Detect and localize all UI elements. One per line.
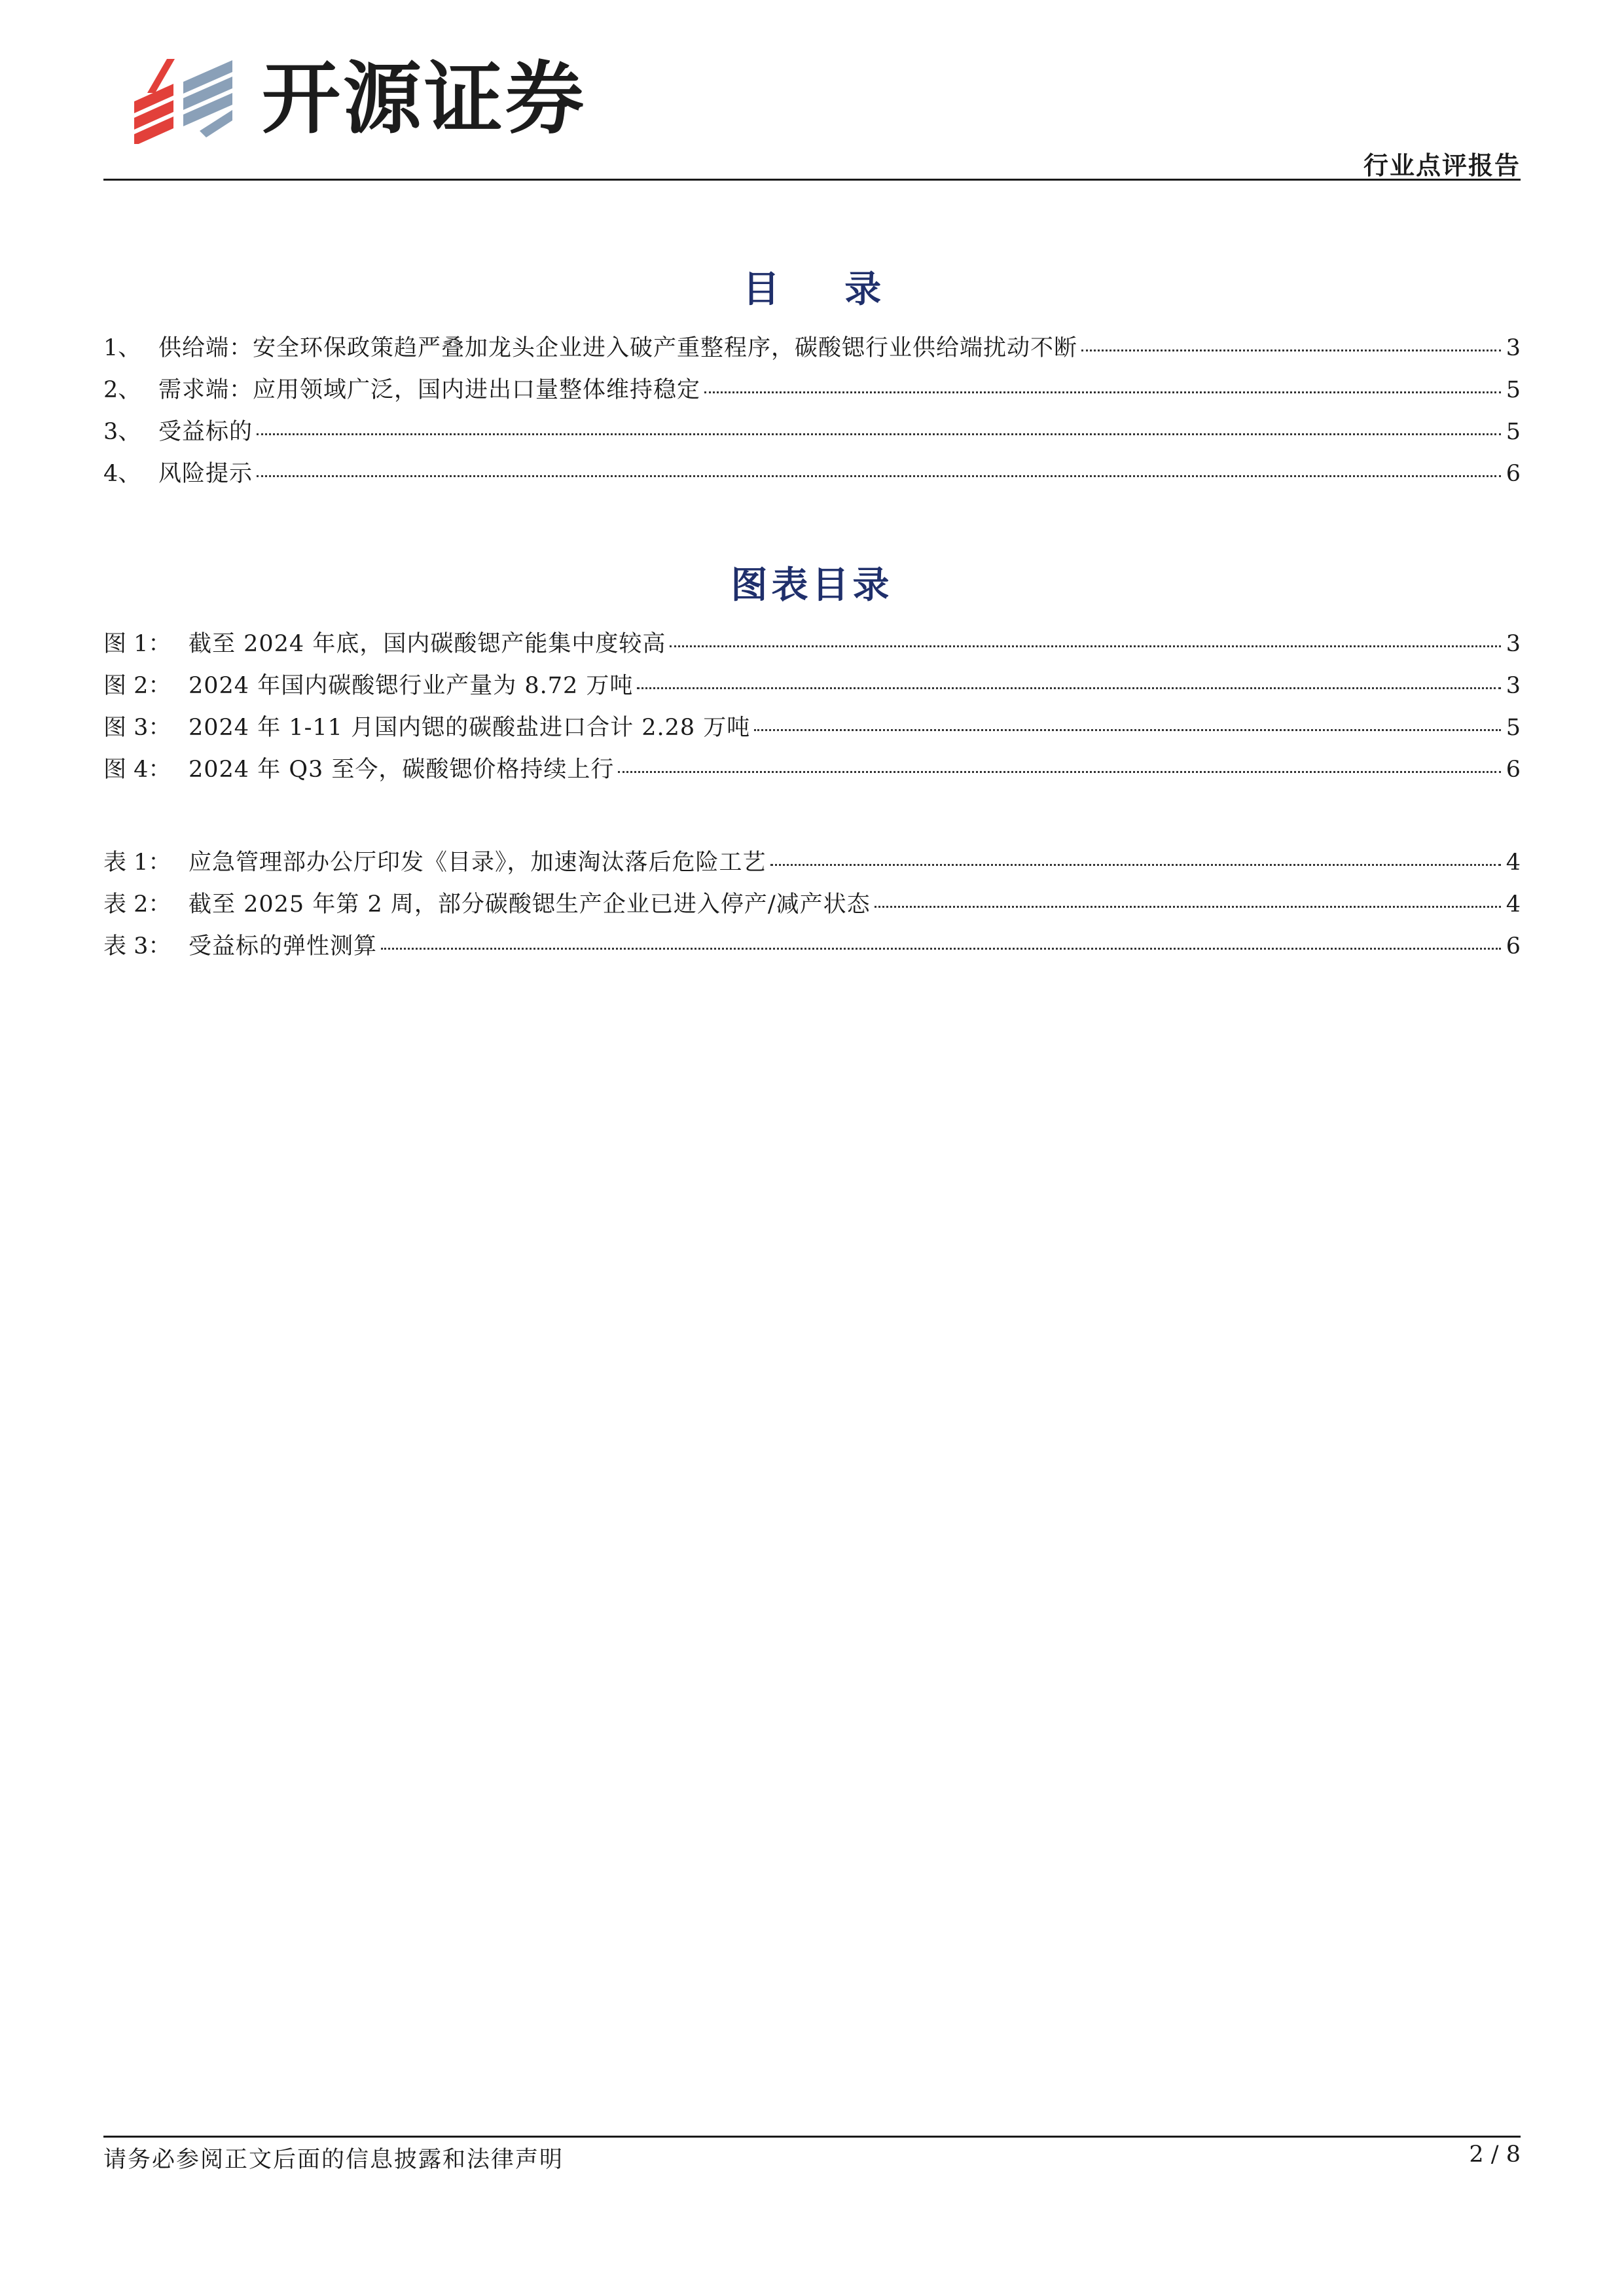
toc-leader-dots: [257, 433, 1501, 435]
figure-entry-title: 2024 年国内碳酸锶行业产量为 8.72 万吨: [189, 673, 634, 699]
table-entry-page: 6: [1506, 933, 1521, 960]
toc-leader-dots: [381, 948, 1501, 950]
figure-entry-number: 图 4：: [103, 757, 171, 783]
toc-entry-page: 6: [1506, 461, 1521, 487]
toc-leader-dots: [1081, 350, 1501, 351]
toc-leader-dots: [618, 771, 1501, 773]
toc-entry[interactable]: [103, 369, 1521, 411]
table-entry-title: 应急管理部办公厅印发《目录》，加速淘汰落后危险工艺: [189, 850, 767, 876]
toc-entry[interactable]: [103, 327, 1521, 369]
toc-entry-page: 3: [1506, 335, 1521, 361]
figure-entry-page: 6: [1506, 757, 1521, 783]
table-entry[interactable]: [103, 925, 1521, 967]
table-entry-page: 4: [1506, 891, 1521, 918]
figure-entry[interactable]: [103, 707, 1521, 749]
toc-entry-number: 4、: [103, 461, 141, 487]
figure-entry-page: 5: [1506, 715, 1521, 741]
header-divider: [103, 179, 1521, 181]
toc-entry-number: 2、: [103, 377, 141, 403]
toc-entry-title: 风险提示: [158, 461, 253, 487]
table-entry-title: 截至 2025 年第 2 周，部分碳酸锶生产企业已进入停产/减产状态: [189, 891, 871, 918]
toc-entry[interactable]: [103, 453, 1521, 495]
toc-leader-dots: [637, 687, 1501, 689]
toc-heading: 目 录: [742, 268, 908, 311]
report-type: 行业点评报告: [1363, 151, 1521, 180]
figure-entry[interactable]: [103, 665, 1521, 707]
figure-entry-title: 截至 2024 年底，国内碳酸锶产能集中度较高: [189, 631, 666, 657]
toc-leader-dots: [770, 864, 1501, 866]
toc-entry-title: 受益标的: [158, 419, 253, 445]
page-number: 2 / 8: [1469, 2142, 1521, 2168]
figure-entry-number: 图 1：: [103, 631, 171, 657]
figures-list: [103, 623, 1521, 791]
toc-leader-dots: [704, 391, 1501, 393]
toc-leader-dots: [875, 906, 1501, 908]
footer-divider: [103, 2136, 1521, 2138]
figure-entry[interactable]: [103, 623, 1521, 665]
toc-entry[interactable]: [103, 411, 1521, 453]
toc-entry-page: 5: [1506, 377, 1521, 403]
figure-entry-number: 图 3：: [103, 715, 171, 741]
toc-leader-dots: [257, 475, 1501, 477]
table-entry-number: 表 3：: [103, 933, 171, 960]
toc-entry-title: 供给端：安全环保政策趋严叠加龙头企业进入破产重整程序，碳酸锶行业供给端扰动不断: [158, 335, 1078, 361]
brand-name: 开源证券: [262, 54, 586, 145]
table-entry[interactable]: [103, 842, 1521, 884]
footer-disclaimer: 请务必参阅正文后面的信息披露和法律声明: [103, 2147, 564, 2173]
toc-entry-page: 5: [1506, 419, 1521, 445]
table-entry-title: 受益标的弹性测算: [189, 933, 378, 960]
table-entry-number: 表 2：: [103, 891, 171, 918]
toc-entry-number: 3、: [103, 419, 141, 445]
tables-list: [103, 842, 1521, 967]
toc-entry-number: 1、: [103, 335, 141, 361]
table-entry-page: 4: [1506, 850, 1521, 876]
table-entry-number: 表 1：: [103, 850, 171, 876]
toc-list: [103, 327, 1521, 495]
figure-entry[interactable]: [103, 749, 1521, 791]
figure-entry-number: 图 2：: [103, 673, 171, 699]
kaiyuan-logo-icon: [134, 52, 245, 144]
figure-entry-title: 2024 年 1-11 月国内锶的碳酸盐进口合计 2.28 万吨: [189, 715, 751, 741]
figure-entry-title: 2024 年 Q3 至今，碳酸锶价格持续上行: [189, 757, 615, 783]
toc-leader-dots: [670, 645, 1501, 647]
toc-leader-dots: [754, 729, 1501, 731]
table-entry[interactable]: [103, 884, 1521, 925]
figures-heading: 图表目录: [731, 564, 893, 607]
toc-entry-title: 需求端：应用领域广泛，国内进出口量整体维持稳定: [158, 377, 701, 403]
figure-entry-page: 3: [1506, 673, 1521, 699]
figure-entry-page: 3: [1506, 631, 1521, 657]
